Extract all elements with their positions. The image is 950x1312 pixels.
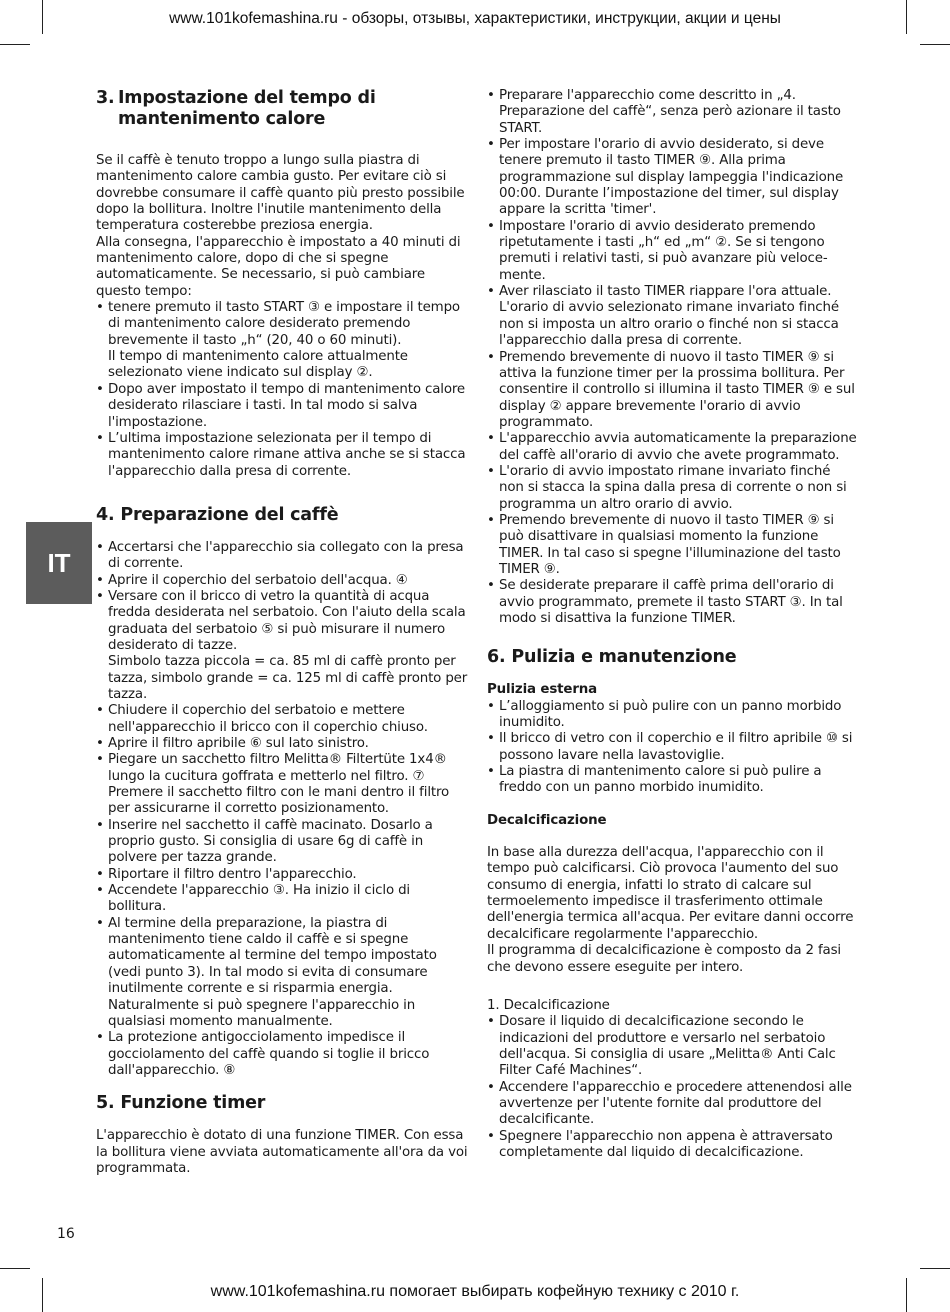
list-item: • L'orario di avvio impostato rimane invariato finché non si stacca la spina dalla presa di corrente o non si programma un altro orario di avvio. [487,464,859,513]
section-3-number: 3. [96,88,115,108]
section-4-list [96,540,468,1079]
list-item: • Inserire nel sacchetto il caffè macinato. Dosarlo a proprio gusto. Si consiglia di usare 6g di caffè in polvere per tazza grande. [96,818,468,867]
list-item: • Il bricco di vetro con il coperchio e il filtro apribile ⑩ si possono lavare nella lavastoviglie. [487,731,859,764]
list-item: • Se desiderate preparare il caffè prima dell'orario di avvio programmato, premete il tasto START ③. In tal modo si disattiva la funzione TIMER. [487,578,859,627]
decalcification-text2: Il programma di decalcificazione è composto da 2 fasi che devono essere eseguite per intero. [487,943,841,975]
section-3-title-line1: Impostazione del tempo di [118,88,376,108]
section-6-title: 6. Pulizia e manutenzione [487,647,737,668]
list-item: • Premendo brevemente di nuovo il tasto TIMER ⑨ si può disattivare in qualsiasi momento la funzione TIMER. In tal caso si spegne l'illuminazione del tasto TIMER ⑨. [487,513,859,578]
timer-list [487,88,859,627]
site-header: www.101kofemashina.ru - обзоры, отзывы, характеристики, инструкции, акции и цены [169,10,781,27]
crop-mark [0,44,30,45]
list-item: • La protezione antigocciolamento impedisce il gocciolamento del caffè quando si toglie il bricco dall'apparecchio. ⑧ [96,1030,468,1079]
crop-mark [0,1268,30,1269]
list-item: • Chiudere il coperchio del serbatoio e mettere nell'apparecchio il bricco con il coperchio chiuso. [96,703,468,736]
list-item-note: Premere il sacchetto filtro con le mani dentro il filtro per assicurarne il corretto posizionamento. [108,785,450,817]
list-item: • L'apparecchio avvia automaticamente la preparazione del caffè all'orario di avvio che avete programmato. [487,431,859,464]
list-item-note: Simbolo tazza piccola = ca. 85 ml di caffè pronto per tazza, simbolo grande = ca. 125 ml di caffè pronto per tazza. [108,654,468,702]
site-footer: www.101kofemashina.ru помогает выбирать кофейную технику с 2010 г. [210,1283,740,1300]
right-column [487,88,859,1161]
page-number: 16 [57,1226,75,1242]
list-item: • L’ultima impostazione selezionata per il tempo di mantenimento calore rimane attiva anche se si stacca l'apparecchio dalla presa di corrente. [96,431,468,480]
crop-mark [920,44,950,45]
section-3-intro: Se il caffè è tenuto troppo a lungo sulla piastra di mantenimento calore cambia gusto. Per evitare ciò si dovrebbe consumare il caffè quanto più presto possibile dopo la bollitura. Inoltre l'inutile mantenimento della temperatura costerebbe preziosa energia. [96,153,465,234]
external-cleaning-list [487,699,859,797]
list-item-text: Versare con il bricco di vetro la quantità di acqua fredda desiderata nel serbatoio. Con l'aiuto della scala graduata del serbatoio ⑤ si può misurare il numero desiderato di tazze. [108,588,466,653]
list-item: • Spegnere l'apparecchio non appena è attraversato completamente dal liquido di decalcificazione. [487,1129,859,1162]
list-item: • Accendete l'apparecchio ③. Ha inizio il ciclo di bollitura. [96,883,468,916]
list-item-note: Il tempo di mantenimento calore attualmente selezionato viene indicato sul display ②. [108,349,408,381]
external-cleaning-heading: Pulizia esterna [487,682,598,698]
list-item: • Dosare il liquido di decalcificazione secondo le indicazioni del produttore e versarlo nel serbatoio dell'acqua. Si consiglia di usare „Melitta® Anti Calc Filter Café Machines“. [487,1014,859,1079]
section-5-title: 5. Funzione timer [96,1093,266,1114]
list-item: • Riportare il filtro dentro l'apparecchio. [96,867,468,883]
list-item: • Accertarsi che l'apparecchio sia collegato con la presa di corrente. [96,540,468,573]
left-column [96,88,468,1177]
list-item: • Accendere l'apparecchio e procedere attenendosi alle avvertenze per l'utente fornite dal produttore del decalcificante. [487,1080,859,1129]
decalcification-text: In base alla durezza dell'acqua, l'apparecchio con il tempo può calcificarsi. Ciò provoca l'aumento del suo consumo di energia, infatti lo strato di calcare sul termoelemento impedisce il trasferimento ottimale dell'energia termica all'acqua. Per evitare danni occorre decalcificare regolarmente l'apparecchio. [487,845,854,942]
list-item [96,589,468,703]
list-item-text: Al termine della preparazione, la piastra di mantenimento tiene caldo il caffè e si spegne automaticamente al termine del tempo impostato (vedi punto 3). In tal modo si evita di consumare inutilmente corrente e si risparmia energia. [108,915,437,997]
section-5-text: L'apparecchio è dotato di una funzione TIMER. Con essa la bollitura viene avviata automaticamente all'ora da voi programmata. [96,1128,468,1176]
list-item-text: tenere premuto il tasto START ③ e impostare il tempo di mantenimento calore desiderato premendo brevemente il tasto „h“ (20, 40 o 60 minuti). [108,300,460,348]
list-item [96,300,468,382]
list-item: • L’alloggiamento si può pulire con un panno morbido inumidito. [487,699,859,732]
section-3-title [96,88,468,130]
list-item: • Per impostare l'orario di avvio desiderato, si deve tenere premuto il tasto TIMER ⑨. Alla prima programmazione sul display lampeggia l'indicazione 00:00. Durante l’impostazione del timer, sul display appare la scritta 'timer'. [487,137,859,219]
list-item: • Aver rilasciato il tasto TIMER riappare l'ora attuale. L'orario di avvio selezionato rimane invariato finché non si imposta un altro orario o finché non si stacca l'apparecchio dalla presa di corrente. [487,284,859,349]
decalcification-heading: Decalcificazione [487,812,607,828]
list-item: • Dopo aver impostato il tempo di mantenimento calore desiderato rilasciare i tasti. In tal modo si salva l'impostazione. [96,382,468,431]
list-item-note: Naturalmente si può spegnere l'apparecchio in qualsiasi momento manualmente. [108,997,416,1029]
section-3-intro2: Alla consegna, l'apparecchio è impostato a 40 minuti di mantenimento calore, dopo di che si spegne automaticamente. Se necessario, si può cambiare questo tempo: [96,234,461,299]
section-4-title: 4. Preparazione del caffè [96,504,339,525]
step-1-title: 1. Decalcificazione [487,997,610,1013]
step-1-list [487,1014,859,1161]
list-item: • Aprire il filtro apribile ⑥ sul lato sinistro. [96,736,468,752]
crop-mark [920,1268,950,1269]
list-item: • Aprire il coperchio del serbatoio dell'acqua. ④ [96,573,468,589]
list-item: • Premendo brevemente di nuovo il tasto TIMER ⑨ si attiva la funzione timer per la prossima bollitura. Per consentire il controllo si illumina il tasto TIMER ⑨ e sul display ② appare brevemente l'orario di avvio programmato. [487,350,859,432]
list-item: • Preparare l'apparecchio come descritto in „4. Preparazione del caffè“, senza però azionare il tasto START. [487,88,859,137]
list-item: • Impostare l'orario di avvio desiderato premendo ripetutamente i tasti „h“ ed „m“ ②. Se si tengono premuti i relativi tasti, si può avanzare più veloce-mente. [487,219,859,284]
list-item: • La piastra di mantenimento calore si può pulire a freddo con un panno morbido inumidito. [487,764,859,797]
list-item [96,916,468,1030]
language-tab: IT [26,522,92,604]
list-item [96,752,468,817]
section-3-title-line2: mantenimento calore [118,109,326,129]
section-3-list [96,300,468,480]
list-item-text: Piegare un sacchetto filtro Melitta® Filtertüte 1x4® lungo la cucitura goffrata e metterlo nel filtro. ⑦ [108,752,447,784]
